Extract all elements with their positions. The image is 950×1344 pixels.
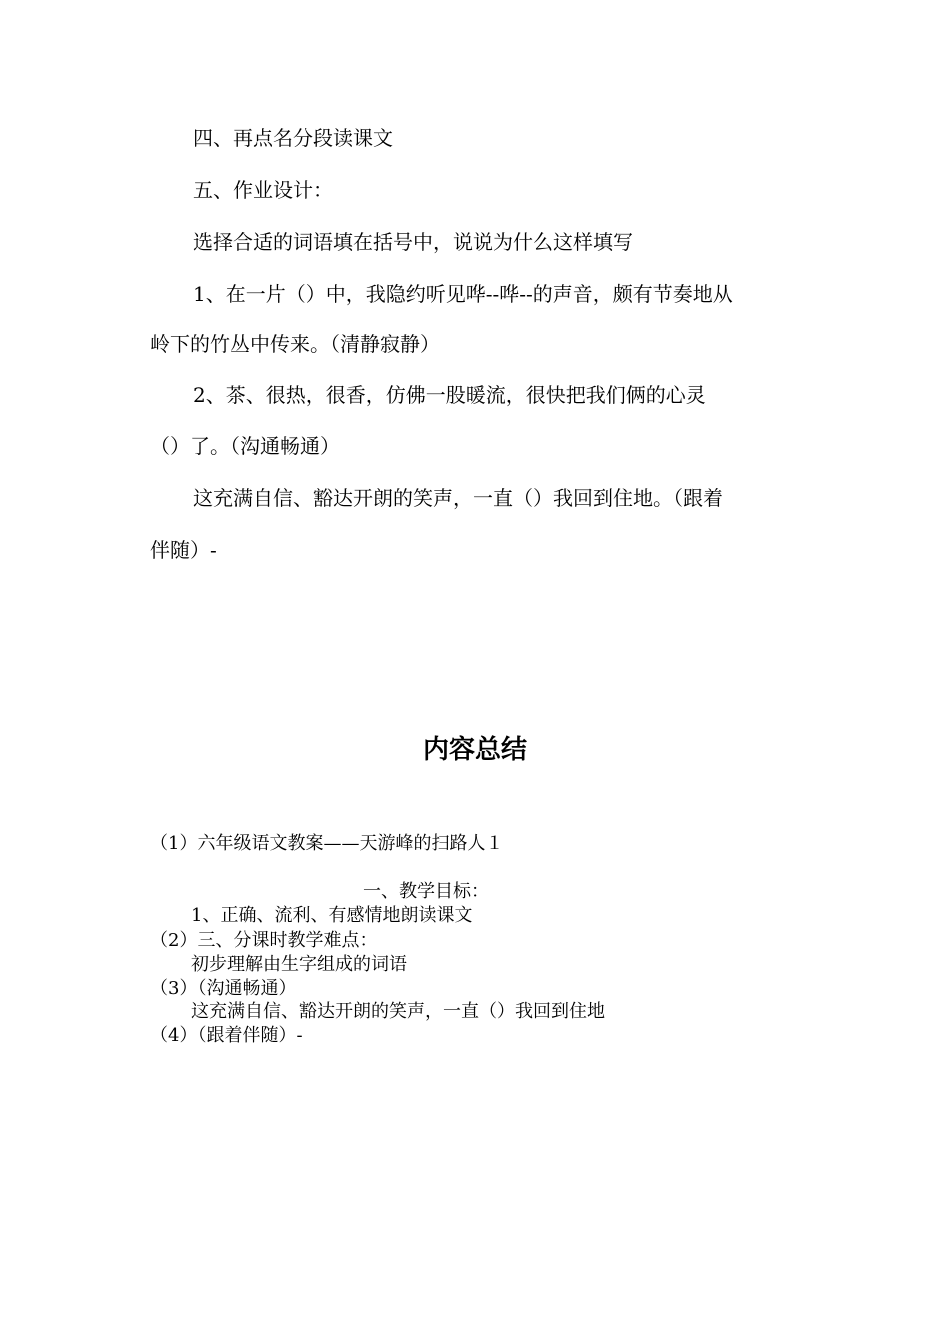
summary-item-4: （2）三、分课时教学难点： [150,930,378,951]
body-paragraph-4-line-1: 1、在一片（）中，我隐约听见哗--哗--的声音，颇有节奏地从 [193,282,733,306]
summary-item-3: 1、正确、流利、有感情地朗读课文 [191,905,473,926]
summary-item-1: （1）六年级语文教案——天游峰的扫路人１ [150,833,504,854]
summary-item-7: 这充满自信、豁达开朗的笑声，一直（）我回到住地 [191,1001,605,1022]
body-paragraph-4-line-2: 岭下的竹丛中传来。（清静寂静） [150,332,440,356]
summary-item-2: 一、教学目标： [363,881,489,902]
body-paragraph-5-line-2: （）了。（沟通畅通） [150,434,340,458]
body-paragraph-1: 四、再点名分段读课文 [193,126,393,150]
body-paragraph-6-line-2: 伴随）- [150,538,217,562]
body-paragraph-2: 五、作业设计： [193,178,333,202]
body-paragraph-3: 选择合适的词语填在括号中，说说为什么这样填写 [193,230,633,254]
body-paragraph-6-line-1: 这充满自信、豁达开朗的笑声，一直（）我回到住地。（跟着 [193,486,723,510]
body-paragraph-5-line-1: 2、茶、很热，很香，仿佛一股暖流，很快把我们俩的心灵 [193,383,706,407]
summary-item-6: （3）（沟通畅通） [150,978,297,999]
summary-title: 内容总结 [422,735,527,765]
summary-item-8: （4）（跟着伴随）- [150,1025,303,1046]
summary-item-5: 初步理解由生字组成的词语 [191,954,407,975]
